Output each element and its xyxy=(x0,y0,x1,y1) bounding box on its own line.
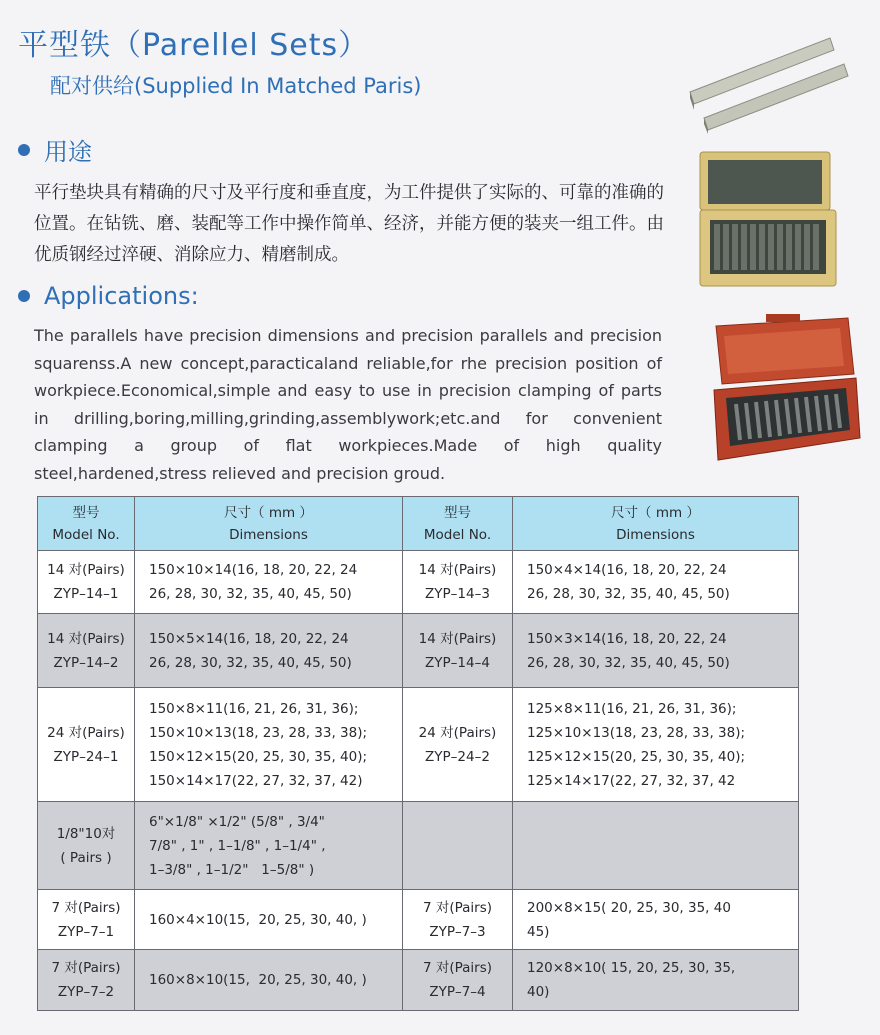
model-cell: 14 对(Pairs) ZYP–14–1 xyxy=(38,551,135,614)
header-model-en: Model No. xyxy=(423,526,492,543)
header-dims-left xyxy=(135,497,403,551)
wooden-box-image xyxy=(698,148,838,288)
model-cell: 7 对(Pairs) ZYP–7–3 xyxy=(403,890,513,950)
page-subtitle: 配对供给(Supplied In Matched Paris) xyxy=(50,74,422,98)
table-header-row xyxy=(38,497,799,551)
header-model-right xyxy=(403,497,513,551)
table-row xyxy=(38,950,799,1011)
dims-cell: 125×8×11(16, 21, 26, 31, 36); 125×10×13(18, 23, 28, 33, 38); 125×12×15(20, 25, 30, 35, 40); 125×14×17(22, 27, 32, 37, 42 xyxy=(513,688,799,802)
header-dims-en: Dimensions xyxy=(616,526,695,543)
dims-cell xyxy=(513,802,799,890)
usage-heading: 用途 xyxy=(44,138,92,166)
dims-cell: 160×4×10(15, 20, 25, 30, 40, ) xyxy=(135,890,403,950)
usage-paragraph: 平行垫块具有精确的尺寸及平行度和垂直度，为工件提供了实际的、可靠的准确的位置。在钻铣、磨、装配等工作中操作简单、经济，并能方便的装夹一组工件。由优质钢经过淬硬、消除应力、精磨制成。 xyxy=(34,183,664,265)
bullet-icon xyxy=(18,290,30,302)
applications-paragraph: The parallels have precision dimensions and precision parallels and precision squarenss.A new concept,paracticaland reliable,for rhe precision position of workpiece.Economical,simple and easy to use in precision clamping of parts in drilling,boring,milling,grinding,assemblywork;etc.and for convenient clamping a group of flat workpieces.Made of high quality steel,hardened,stress relieved and precision groud. xyxy=(34,326,662,483)
dims-cell: 150×10×14(16, 18, 20, 22, 24 26, 28, 30, 32, 35, 40, 45, 50) xyxy=(135,551,403,614)
spec-table xyxy=(37,496,799,1011)
page-title: 平型铁（Parellel Sets） xyxy=(18,28,370,63)
header-model-en: Model No. xyxy=(52,526,120,543)
applications-heading: Applications: xyxy=(44,282,199,310)
table-row xyxy=(38,614,799,688)
dims-cell: 150×5×14(16, 18, 20, 22, 24 26, 28, 30, 32, 35, 40, 45, 50) xyxy=(135,614,403,688)
dims-cell: 120×8×10( 15, 20, 25, 30, 35, 40) xyxy=(513,950,799,1011)
model-cell: 14 对(Pairs) ZYP–14–3 xyxy=(403,551,513,614)
table-row xyxy=(38,551,799,614)
dims-cell: 6"×1/8" ×1/2" (5/8" , 3/4" 7/8" , 1" , 1–1/8" , 1–1/4" , 1–3/8" , 1–1/2" 1–5/8" ) xyxy=(135,802,403,890)
model-cell xyxy=(403,802,513,890)
red-case-image xyxy=(706,312,862,464)
dims-cell: 200×8×15( 20, 25, 30, 35, 40 45) xyxy=(513,890,799,950)
applications-heading-row xyxy=(18,282,199,310)
model-cell: 7 对(Pairs) ZYP–7–1 xyxy=(38,890,135,950)
table-row xyxy=(38,802,799,890)
dims-cell: 160×8×10(15, 20, 25, 30, 40, ) xyxy=(135,950,403,1011)
header-model-left xyxy=(38,497,135,551)
model-cell: 7 对(Pairs) ZYP–7–4 xyxy=(403,950,513,1011)
dims-cell: 150×3×14(16, 18, 20, 22, 24 26, 28, 30, 32, 35, 40, 45, 50) xyxy=(513,614,799,688)
model-cell: 1/8"10对 ( Pairs ) xyxy=(38,802,135,890)
header-dims-right xyxy=(513,497,799,551)
header-model-cn: 型号 xyxy=(444,504,471,521)
table-row xyxy=(38,688,799,802)
model-cell: 7 对(Pairs) ZYP–7–2 xyxy=(38,950,135,1011)
model-cell: 24 对(Pairs) ZYP–24–2 xyxy=(403,688,513,802)
table-row xyxy=(38,890,799,950)
model-cell: 14 对(Pairs) ZYP–14–2 xyxy=(38,614,135,688)
steel-bars-image xyxy=(688,30,853,135)
header-dims-en: Dimensions xyxy=(229,526,308,543)
header-model-cn: 型号 xyxy=(72,504,100,521)
dims-cell: 150×4×14(16, 18, 20, 22, 24 26, 28, 30, 32, 35, 40, 45, 50) xyxy=(513,551,799,614)
bullet-icon xyxy=(18,144,30,156)
header-dims-cn: 尺寸（ mm ） xyxy=(611,504,700,521)
header-dims-cn: 尺寸（ mm ） xyxy=(224,504,313,521)
model-cell: 24 对(Pairs) ZYP–24–1 xyxy=(38,688,135,802)
dims-cell: 150×8×11(16, 21, 26, 31, 36); 150×10×13(18, 23, 28, 33, 38); 150×12×15(20, 25, 30, 35, 40); 150×14×17(22, 27, 32, 37, 42) xyxy=(135,688,403,802)
model-cell: 14 对(Pairs) ZYP–14–4 xyxy=(403,614,513,688)
usage-heading-row xyxy=(18,132,92,167)
